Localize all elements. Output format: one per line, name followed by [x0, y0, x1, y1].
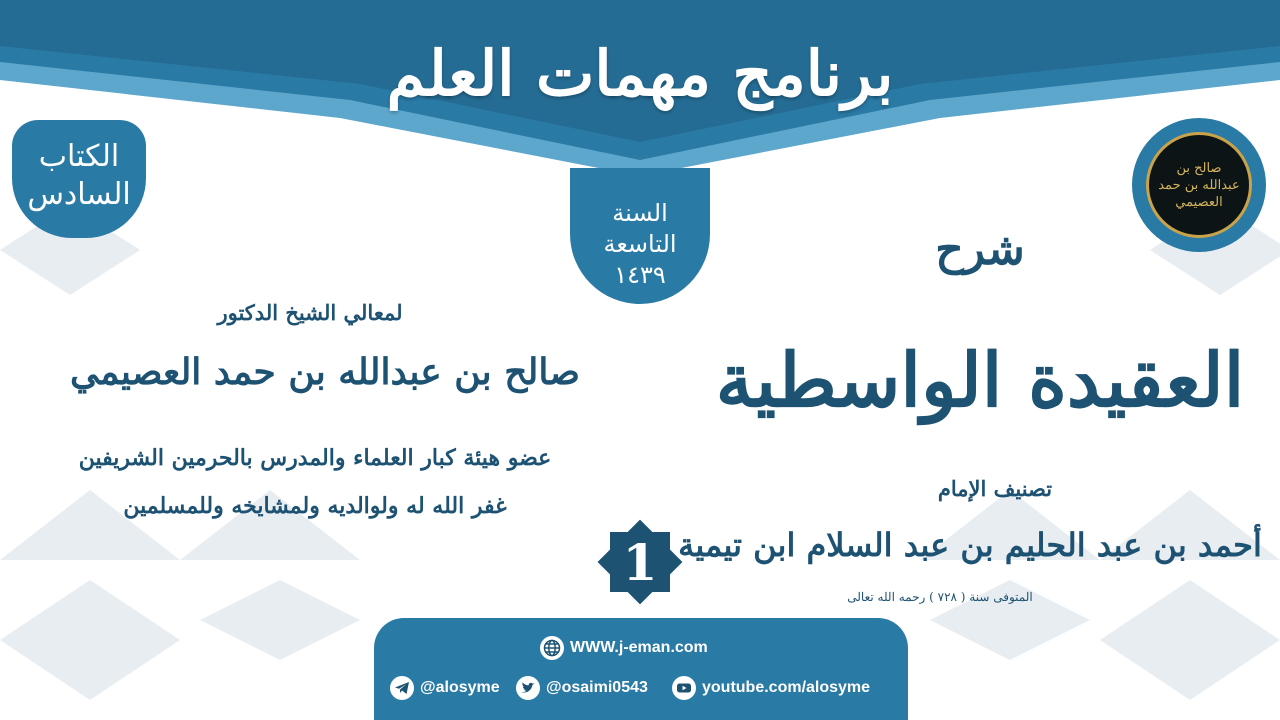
book-badge-line1: الكتاب: [38, 139, 120, 174]
telegram-link[interactable]: [390, 676, 500, 700]
year-badge: [570, 168, 710, 304]
program-title: برنامج مهمات العلم: [386, 36, 894, 110]
telegram-icon: [390, 676, 414, 700]
twitter-icon: [516, 676, 540, 700]
website-label: WWW.j-eman.com: [570, 639, 708, 656]
author-prefix: تصنيف الإمام: [937, 476, 1053, 501]
lesson-number: 1: [622, 532, 658, 592]
calligraphy-seal: [1132, 118, 1266, 252]
year-badge-line1: السنة: [612, 199, 668, 227]
sheikh-role: عضو هيئة كبار العلماء والمدرس بالحرمين الشريفين: [78, 445, 552, 471]
seal-logo: [1146, 132, 1252, 238]
sheikh-prefix: لمعالي الشيخ الدكتور: [217, 300, 403, 325]
author-name: أحمد بن عبد الحليم بن عبد السلام ابن تيمية: [678, 526, 1262, 564]
twitter-label: @osaimi0543: [546, 679, 648, 696]
youtube-link[interactable]: [672, 676, 870, 700]
contact-panel: [374, 618, 908, 720]
sheikh-prayer: غفر الله له ولوالديه ولمشايخه وللمسلمين: [123, 493, 507, 519]
youtube-label: youtube.com/alosyme: [702, 679, 871, 696]
book-badge-line2: السادس: [27, 177, 131, 212]
seal-text: صالح بن عبدالله بن حمد العصيمي: [1158, 160, 1240, 210]
book-title: العقيدة الواسطية: [715, 338, 1245, 424]
book-number-badge: [12, 120, 146, 238]
sheikh-name: صالح بن عبدالله بن حمد العصيمي: [70, 351, 580, 393]
youtube-icon: [672, 676, 696, 700]
author-death-note: المتوفى سنة ( ٧٢٨ ) رحمه الله تعالى: [847, 590, 1033, 604]
telegram-label: @alosyme: [420, 679, 500, 696]
twitter-link[interactable]: [516, 676, 648, 700]
year-badge-line3: ١٤٣٩: [614, 261, 666, 289]
globe-icon: [540, 636, 564, 660]
sharh-label: شرح: [935, 224, 1025, 275]
year-badge-line2: التاسعة: [603, 230, 677, 258]
website-link[interactable]: [540, 636, 708, 660]
